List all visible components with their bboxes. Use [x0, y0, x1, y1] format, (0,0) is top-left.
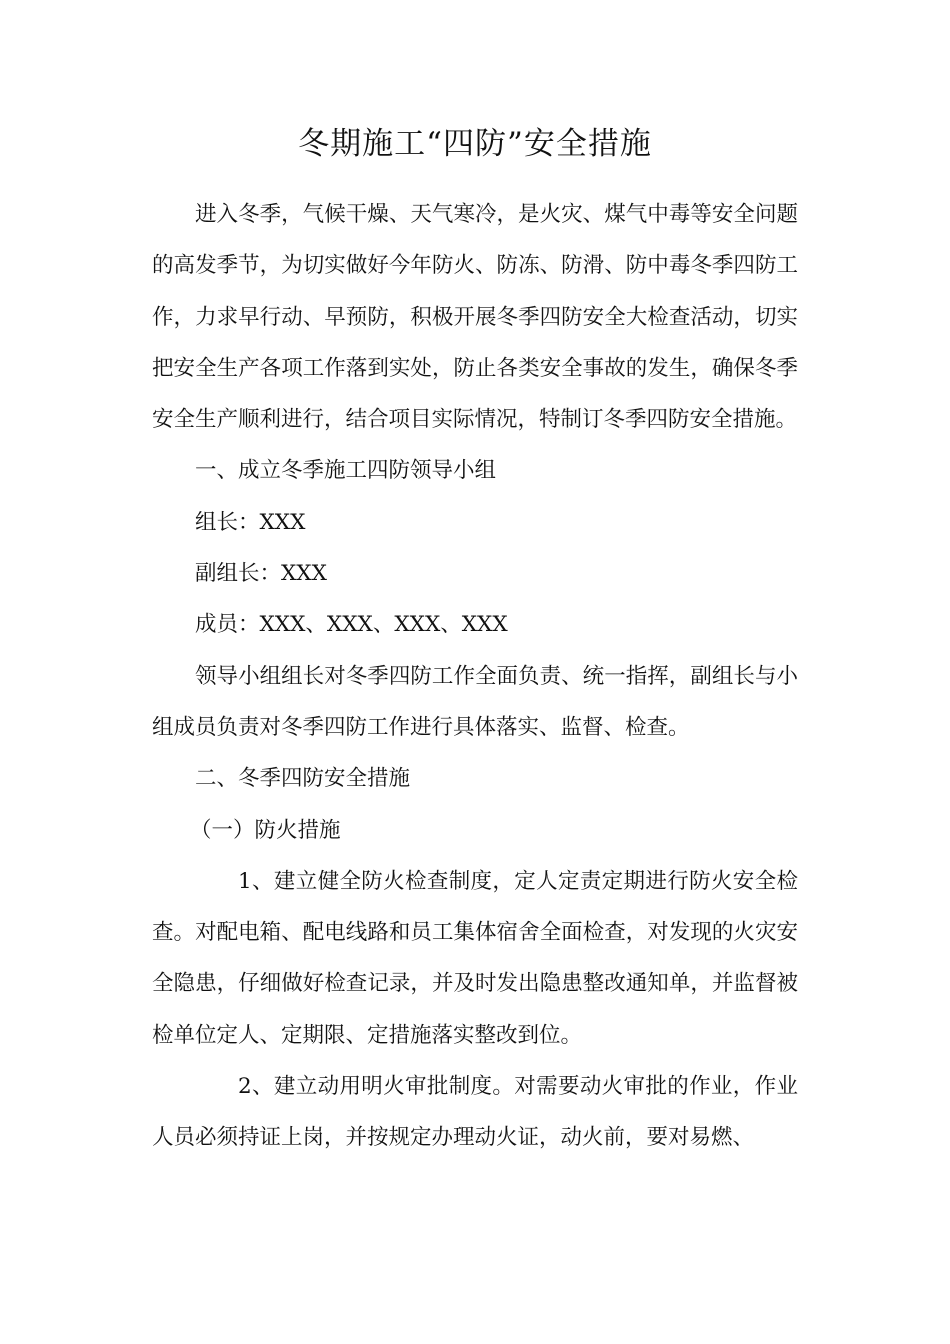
document-title: 冬期施工“四防”安全措施 — [298, 126, 652, 162]
responsibility-paragraph: 领导小组组长对冬季四防工作全面负责、统一指挥，副组长与小组成员负责对冬季四防工作进行具体落实、监督、检查。 — [152, 663, 798, 740]
section-heading-leadership-group: 一、成立冬季施工四防领导小组 — [195, 458, 497, 484]
measure-item-1: 1、建立健全防火检查制度，定人定责定期进行防火安全检查。对配电箱、配电线路和员工集体宿舍全面检查，对发现的火灾安全隐患，仔细做好检查记录，并及时发出隐患整改通知单，并监督被检单位定人、定期限、定措施落实整改到位。 — [152, 868, 798, 1048]
group-leader-line: 组长：XXX — [195, 509, 306, 535]
members-line: 成员：XXX、XXX、XXX、XXX — [195, 612, 508, 638]
measure-item-2: 2、建立动用明火审批制度。对需要动火审批的作业，作业人员必须持证上岗，并按规定办理动火证，动火前，要对易燃、 — [152, 1074, 798, 1151]
document-body — [152, 189, 798, 1164]
subsection-heading-fire-prevention: （一）防火措施 — [190, 817, 341, 843]
deputy-leader-line: 副组长：XXX — [195, 561, 327, 587]
intro-paragraph: 进入冬季，气候干燥、天气寒冷，是火灾、煤气中毒等安全问题的高发季节，为切实做好今年防火、防冻、防滑、防中毒冬季四防工作，力求早行动、早预防，积极开展冬季四防安全大检查活动，切实把安全生产各项工作落到实处，防止各类安全事故的发生，确保冬季安全生产顺利进行，结合项目实际情况，特制订冬季四防安全措施。 — [152, 202, 798, 433]
section-heading-safety-measures: 二、冬季四防安全措施 — [195, 766, 411, 792]
